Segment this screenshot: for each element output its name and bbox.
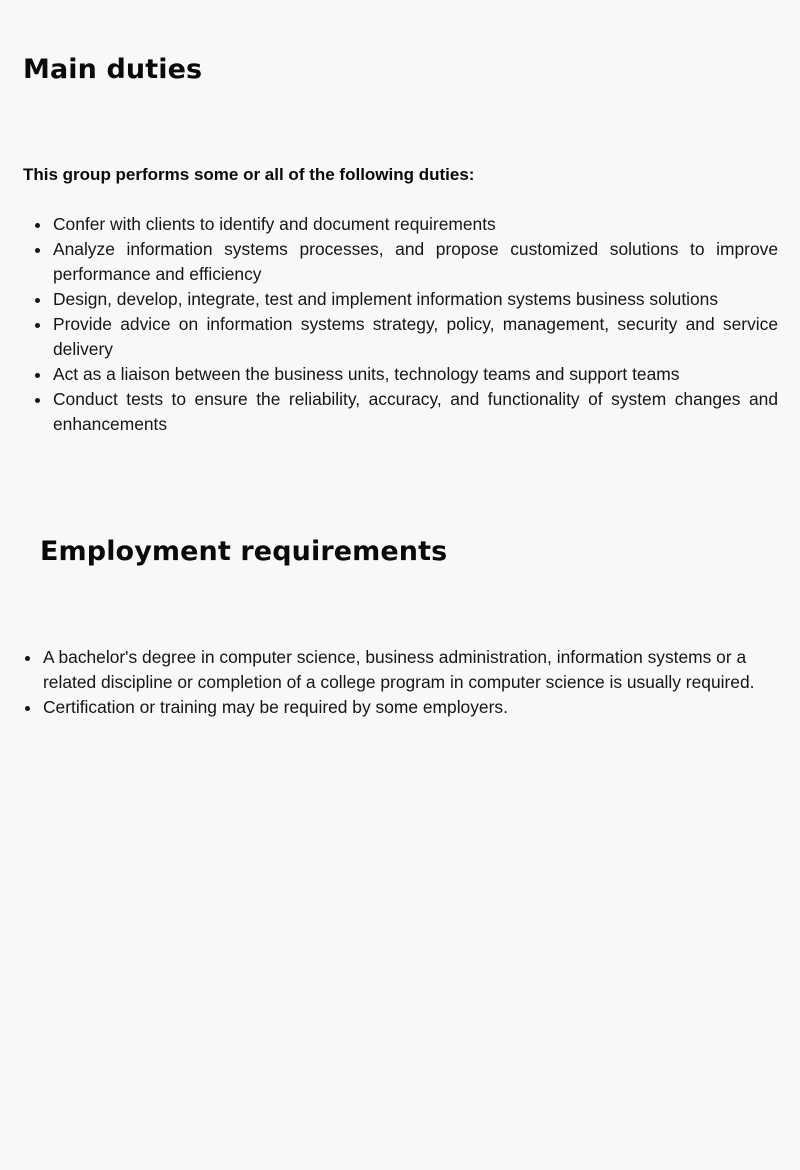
- list-item: Provide advice on information systems strategy, policy, management, security and service delivery: [53, 312, 778, 362]
- employment-requirements-heading: Employment requirements: [40, 536, 448, 567]
- main-duties-heading: Main duties: [23, 54, 203, 85]
- duties-intro: This group performs some or all of the following duties:: [23, 165, 475, 184]
- list-item: A bachelor's degree in computer science, business administration, information systems or a related discipline or completion of a college program in computer science is usually required.: [43, 645, 788, 695]
- list-item: Act as a liaison between the business units, technology teams and support teams: [53, 362, 778, 387]
- list-item: Design, develop, integrate, test and implement information systems business solutions: [53, 287, 778, 312]
- list-item: Certification or training may be required by some employers.: [43, 695, 788, 720]
- list-item: Confer with clients to identify and document requirements: [53, 212, 778, 237]
- requirements-list: [43, 645, 788, 720]
- duties-list: [53, 212, 778, 437]
- list-item: Conduct tests to ensure the reliability, accuracy, and functionality of system changes and enhancements: [53, 387, 778, 437]
- list-item: Analyze information systems processes, and propose customized solutions to improve performance and efficiency: [53, 237, 778, 287]
